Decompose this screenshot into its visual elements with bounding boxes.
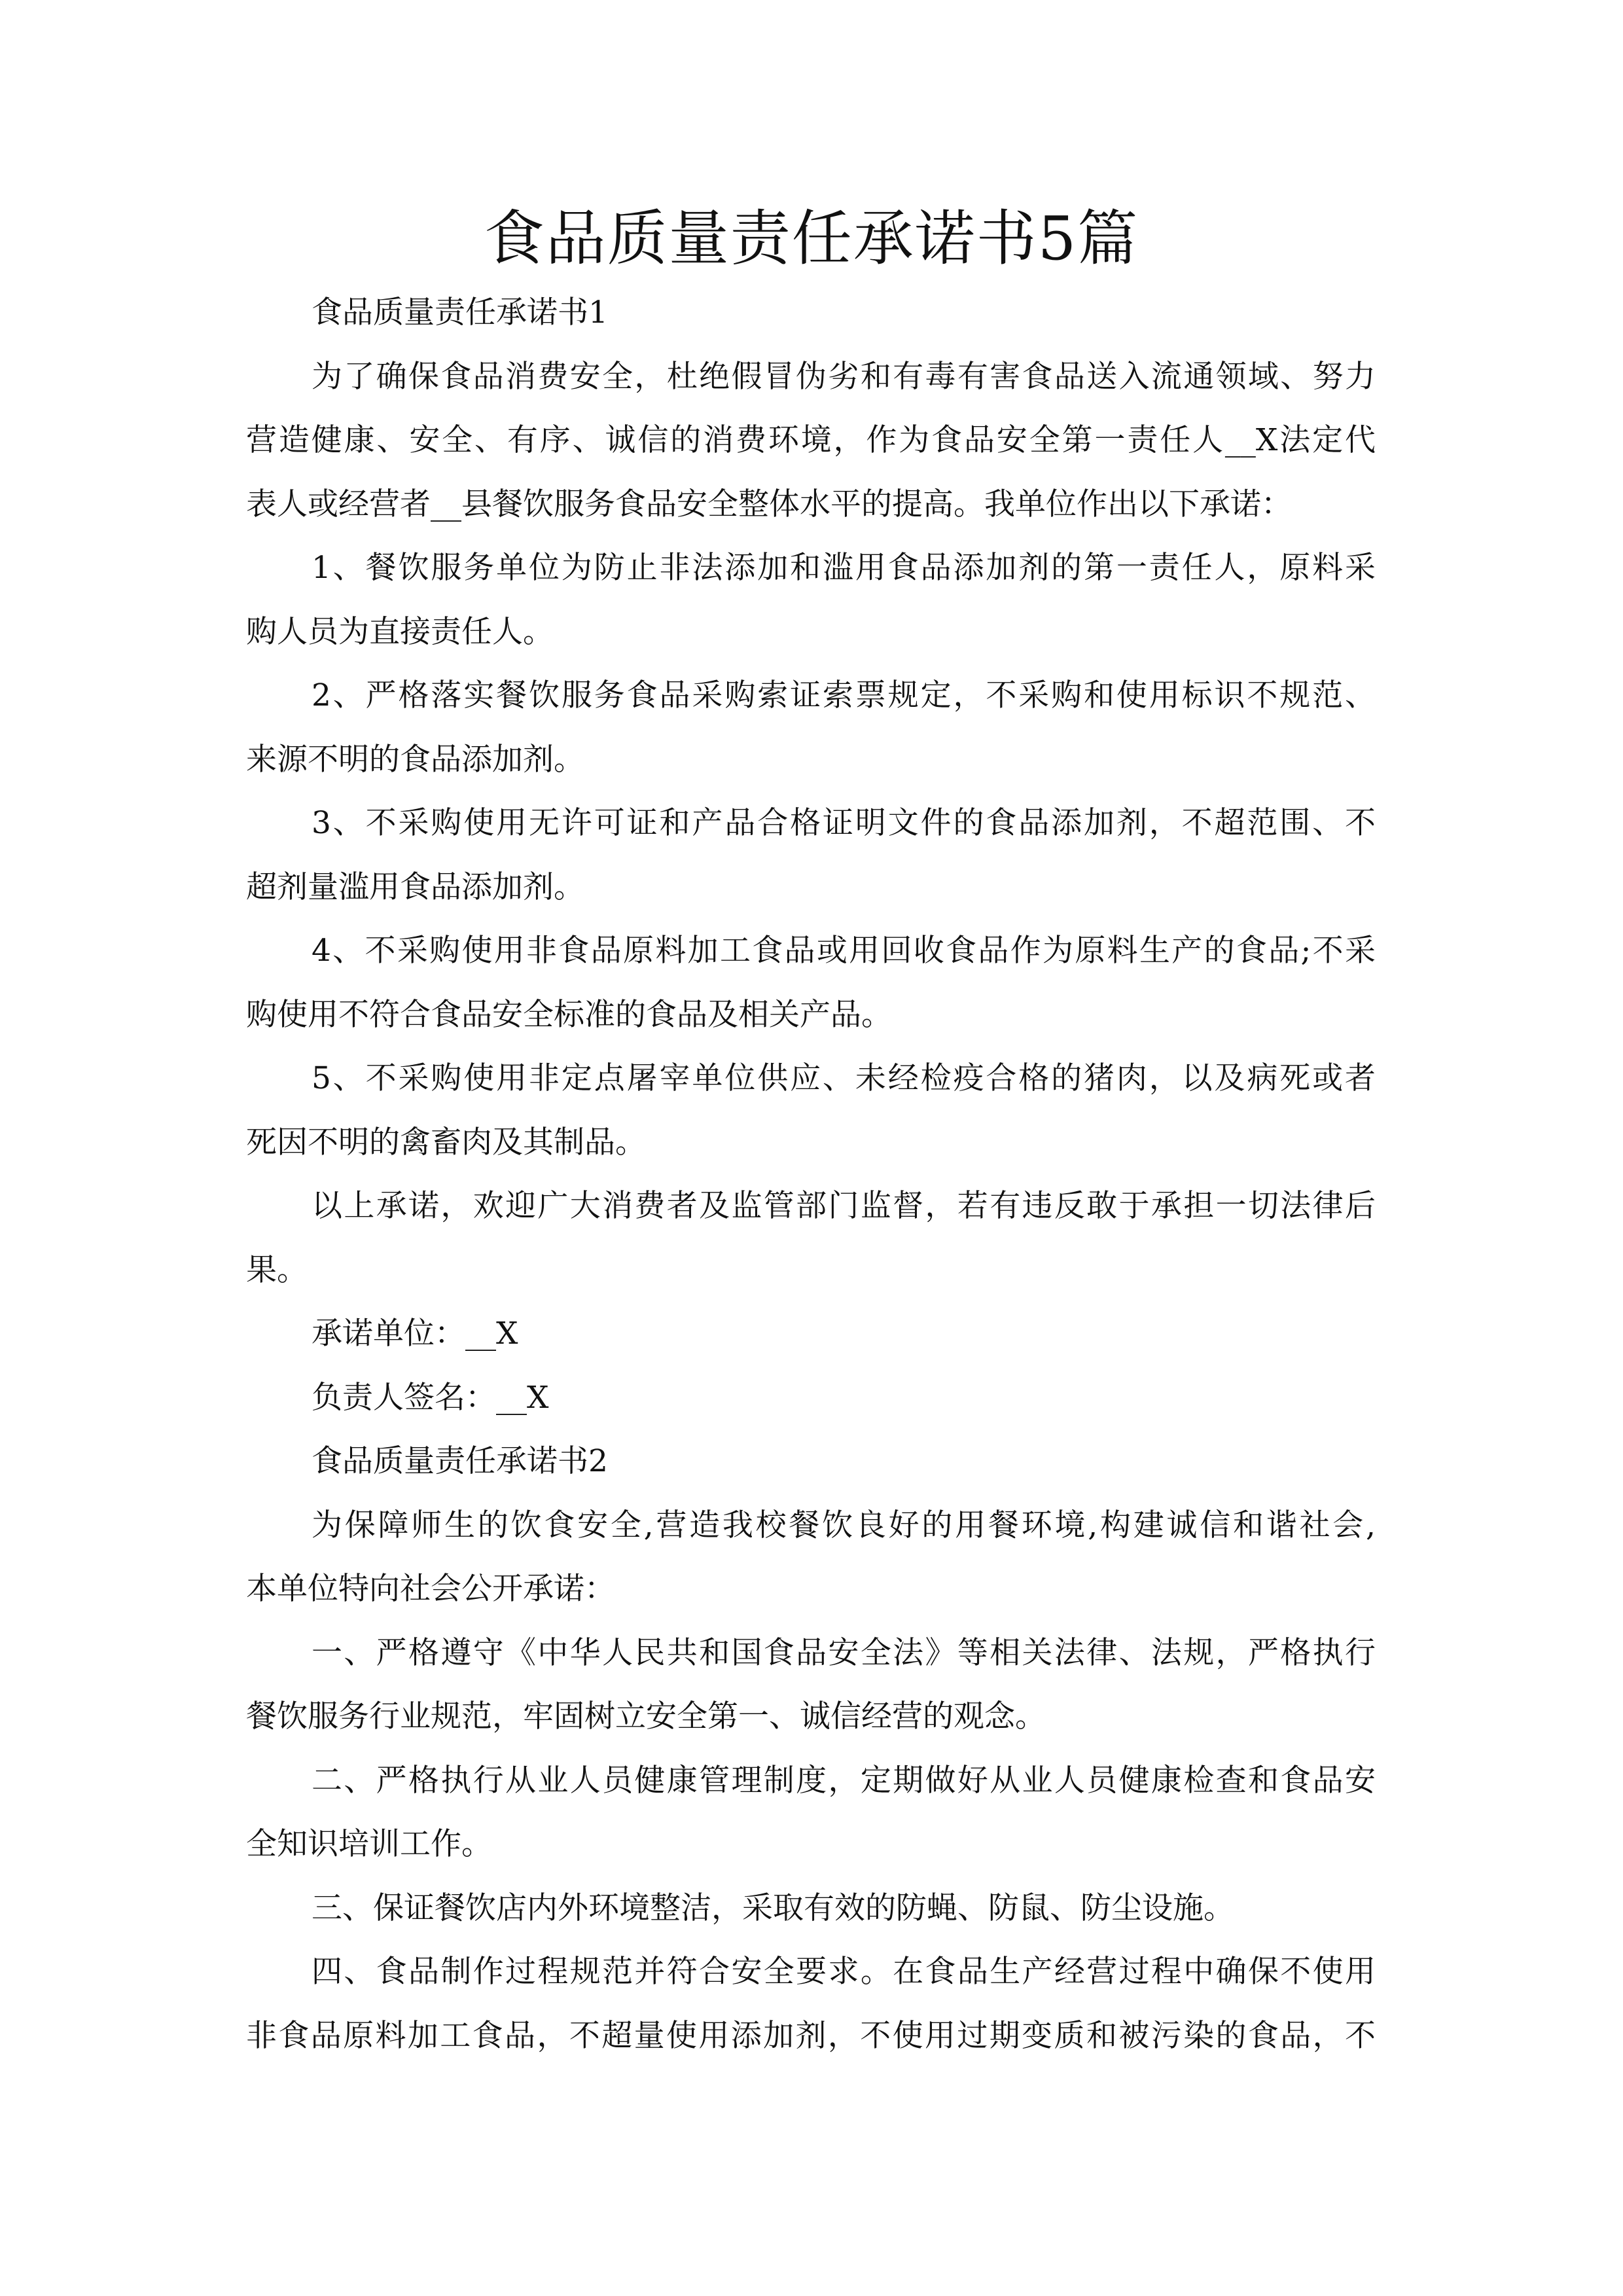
text-line: 营造健康、安全、有序、诚信的消费环境，作为食品安全第一责任人__X法定代	[246, 422, 1376, 458]
text-line: 2、严格落实餐饮服务食品采购索证索票规定，不采购和使用标识不规范、	[312, 677, 1376, 713]
text-line: 果。	[246, 1251, 308, 1288]
text-line: 食品质量责任承诺书1	[312, 295, 608, 331]
paragraph	[246, 1047, 1376, 1174]
paragraph	[246, 1876, 1376, 1941]
paragraph	[246, 1429, 1376, 1494]
text-line: 5、不采购使用非定点屠宰单位供应、未经检疫合格的猪肉，以及病死或者	[312, 1060, 1376, 1096]
text-line: 以上承诺，欢迎广大消费者及监管部门监督，若有违反敢于承担一切法律后	[312, 1188, 1376, 1224]
text-line: 二、严格执行从业人员健康管理制度，定期做好从业人员健康检查和食品安	[312, 1762, 1376, 1799]
paragraph	[246, 919, 1376, 1047]
text-line: 本单位特向社会公开承诺：	[246, 1571, 615, 1607]
text-line: 一、严格遵守《中华人民共和国食品安全法》等相关法律、法规，严格执行	[312, 1634, 1376, 1671]
text-line: 死因不明的禽畜肉及其制品。	[246, 1124, 646, 1160]
text-line: 来源不明的食品添加剂。	[246, 741, 584, 778]
text-line: 食品质量责任承诺书2	[312, 1443, 608, 1479]
text-line: 餐饮服务行业规范，牢固树立安全第一、诚信经营的观念。	[246, 1698, 1046, 1734]
text-line: 负责人签名：__X	[312, 1379, 549, 1416]
text-line: 为保障师生的饮食安全,营造我校餐饮良好的用餐环境,构建诚信和谐社会,	[312, 1507, 1376, 1543]
paragraph	[246, 1940, 1376, 2068]
paragraph	[246, 664, 1376, 791]
document-title: 食品质量责任承诺书5篇	[484, 204, 1139, 274]
paragraph	[246, 1366, 1376, 1430]
text-line: 非食品原料加工食品，不超量使用添加剂，不使用过期变质和被污染的食品，不	[246, 2017, 1376, 2054]
paragraph	[246, 1621, 1376, 1749]
paragraph	[246, 791, 1376, 919]
paragraph	[246, 281, 1376, 345]
paragraph	[246, 536, 1376, 664]
text-line: 3、不采购使用无许可证和产品合格证明文件的食品添加剂，不超范围、不	[312, 805, 1376, 841]
document-body	[246, 281, 1376, 2068]
paragraph	[246, 1749, 1376, 1876]
paragraph	[246, 1494, 1376, 1621]
paragraph	[246, 1174, 1376, 1302]
text-line: 四、食品制作过程规范并符合安全要求。在食品生产经营过程中确保不使用	[312, 1954, 1376, 1990]
paragraph	[246, 1302, 1376, 1366]
text-line: 承诺单位：__X	[312, 1316, 518, 1352]
text-line: 超剂量滥用食品添加剂。	[246, 869, 584, 905]
text-line: 1、餐饮服务单位为防止非法添加和滥用食品添加剂的第一责任人，原料采	[312, 550, 1376, 586]
text-line: 购使用不符合食品安全标准的食品及相关产品。	[246, 996, 892, 1033]
text-line: 为了确保食品消费安全，杜绝假冒伪劣和有毒有害食品送入流通领域、努力	[312, 358, 1376, 395]
text-line: 三、保证餐饮店内外环境整洁，采取有效的防蝇、防鼠、防尘设施。	[312, 1890, 1234, 1926]
paragraph	[246, 345, 1376, 537]
text-line: 购人员为直接责任人。	[246, 613, 554, 650]
text-line: 4、不采购使用非食品原料加工食品或用回收食品作为原料生产的食品;不采	[312, 933, 1376, 969]
text-line: 表人或经营者__县餐饮服务食品安全整体水平的提高。我单位作出以下承诺：	[246, 486, 1292, 522]
text-line: 全知识培训工作。	[246, 1826, 492, 1862]
